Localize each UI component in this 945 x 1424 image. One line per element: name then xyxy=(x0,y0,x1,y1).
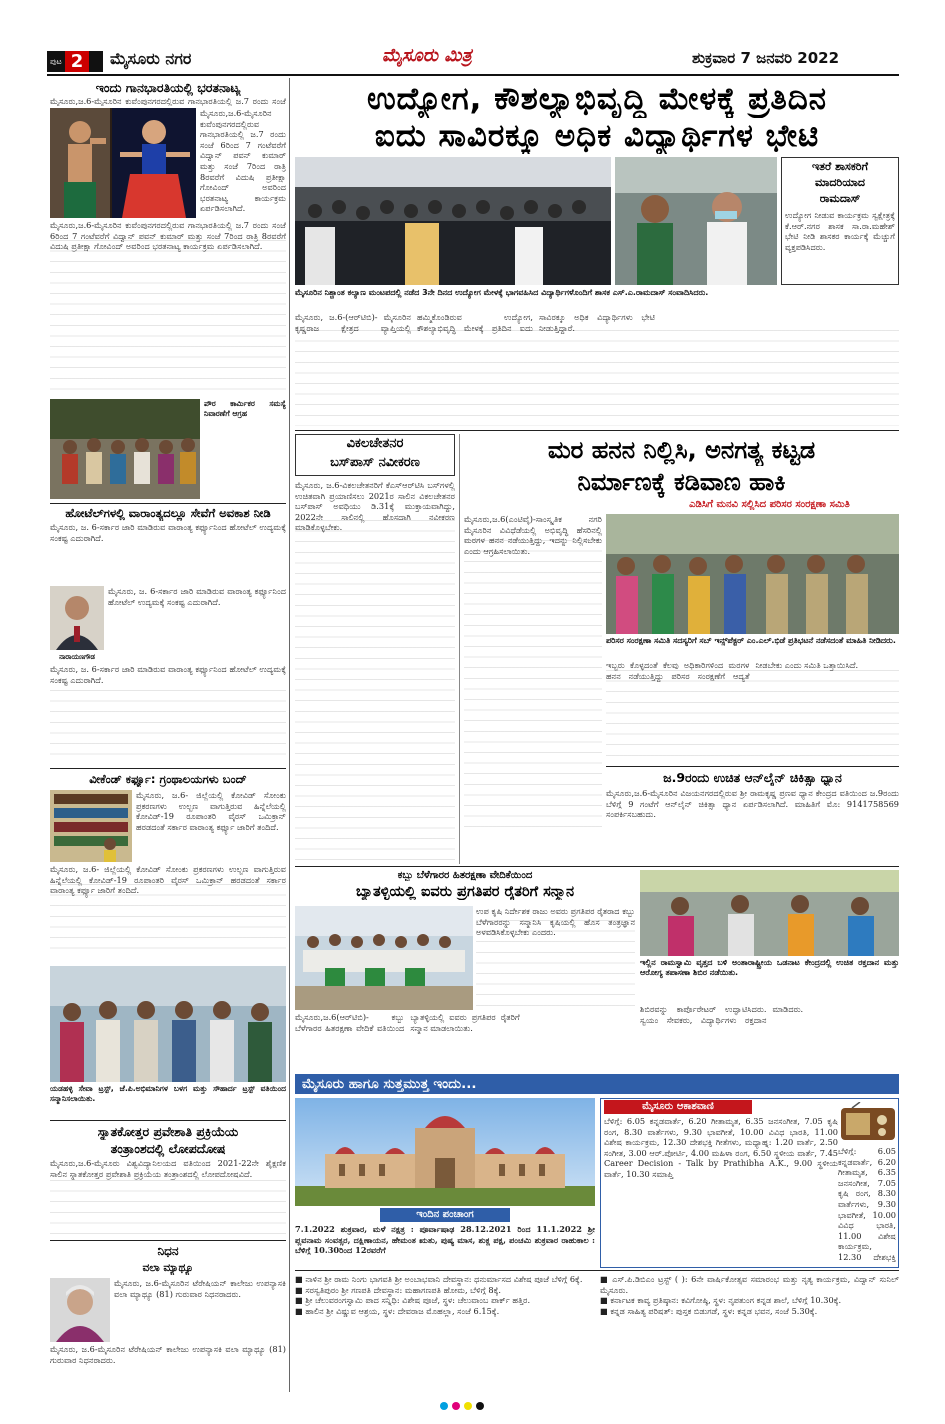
tree-subhead: ಎಡಿಸಿಗೆ ಮನವಿ ಸಲ್ಲಿಸಿದ ಪರಿಸರ ಸಂರಕ್ಷಣಾ ಸಮಿತಿ xyxy=(689,499,850,510)
column-divider xyxy=(459,434,460,864)
event-listing-item: ■ ಶ್ರೀ ಚೆಲುವರಂಗಸ್ವಾಮಿ ಪಾದ ಸನ್ನಿಧಿ: ವಿಶೇಷ ಪೂಜೆ, ಸ್ಥಳ: ಚೆಲುವಾಂಬ ಪಾರ್ಕ್ ಹತ್ತಿರ. xyxy=(295,1295,531,1306)
event-listings-right xyxy=(600,1274,899,1390)
hotel-body-right: ಮೈಸೂರು, ಜ. 6-ಸರ್ಕಾರ ಜಾರಿ ಮಾಡಿರುವ ವಾರಾಂತ್ಯ ಕರ್ಫ್ಯೂನಿಂದ ಹೋಟೆಲ್ ಉದ್ಯಮಕ್ಕೆ ಸಂಕಷ್ಟ ಎದುರಾಗಿದೆ. xyxy=(108,586,286,607)
panchanga-title: ಇಂದಿನ ಪಂಚಾಂಗ xyxy=(416,1209,474,1220)
tree-headline-2: ನಿರ್ಮಾಣಕ್ಕೆ ಕಡಿವಾಣ ಹಾಕಿ xyxy=(577,468,786,496)
workers-photo xyxy=(50,399,200,499)
blood-donation-photo xyxy=(640,870,899,956)
section-rule xyxy=(606,766,899,767)
text-lines xyxy=(464,540,602,830)
lead-body: ಮೈಸೂರು, ಜ.6-(ಆರ್‌ಟಿಬಿ)- ಮೈಸೂರಿನ ಕೃಷ್ಣರಾಜ ಕ್ಷೇತ್ರದ ವ್ಯಾಪ್ತಿಯಲ್ಲಿ ಹಮ್ಮಿಕೊಂಡಿರುವ ಉದ್ಯೋಗ, ಕೌಶಲ್ಯಾಭಿವೃದ್ಧಿ ಮೇಳಕ್ಕೆ ಪ್ರತಿದಿನ ಐದು ಸಾವಿರಕ್ಕೂ ಅಧಿಕ ವಿದ್ಯಾರ್ಥಿಗಳು ಭೇಟಿ ನೀಡುತ್ತಿದ್ದಾರೆ. xyxy=(295,312,655,333)
workers-caption: ಪೌರ ಕಾರ್ಮಿಕರ ಸಮಸ್ಯೆ ನಿವಾರಣೆಗೆ ಆಗ್ರಹ xyxy=(204,399,286,418)
farmers-kicker: ಕಬ್ಬು ಬೆಳೆಗಾರರ ಹಿತರಕ್ಷಣಾ ವೇದಿಕೆಯಿಂದ xyxy=(397,870,533,881)
hotel-portrait xyxy=(50,586,104,650)
bharatanatya-headline: ಇಂದು ಗಾನಭಾರತಿಯಲ್ಲಿ ಭರತನಾಟ್ಯ xyxy=(95,80,241,95)
page-label: ಪುಟ xyxy=(50,56,62,66)
obituary-body: ಮೈಸೂರು, ಜ.6-ಮೈಸೂರಿನ ಟೆರೇಷಿಯನ್ ಕಾಲೇಜು ಉಪನ್ಯಾಸಕಿ ವಲಾ ಮ್ಯಾಥ್ಯೂ (81) ಗುರುವಾರ ನಿಧನರಾದರು. xyxy=(114,1278,286,1299)
text-lines xyxy=(295,520,455,860)
page-number-box xyxy=(47,51,103,72)
obituary-headline: ನಿಧನ xyxy=(157,1244,179,1258)
lead-headline-1: ಉದ್ಯೋಗ, ಕೌಶಲ್ಯಾಭಿವೃದ್ಧಿ ಮೇಳಕ್ಕೆ ಪ್ರತಿದಿನ xyxy=(366,81,828,117)
hotel-portrait-caption: ನಾರಾಯಣಗೌಡ xyxy=(59,653,95,661)
radio-icon xyxy=(840,1102,896,1142)
obituary-name: ವಲಾ ಮ್ಯಾಥ್ಯೂ xyxy=(142,1262,194,1274)
farmers-body-right: ಉಪ ಕೃಷಿ ನಿರ್ದೇಶಕ ರಾಜು ಅವರು ಪ್ರಗತಿಪರ ರೈತರಾದ ಕಬ್ಬು ಬೆಳೆಗಾರರನ್ನು ಸನ್ಮಾನಿಸಿ ಕೃಷಿಯಲ್ಲಿ ಹೊಸ ತಂತ್ರಜ್ಞಾನ ಅಳವಡಿಸಿಕೊಳ್ಳಬೇಕು ಎಂದರು. xyxy=(476,906,635,938)
lead-photo-caption: ಮೈಸೂರಿನ ನಿಶ್ಚಾಂತ ಕಲ್ಯಾಣ ಮಂಟಪದಲ್ಲಿ ನಡೆದ 3ನೇ ದಿನದ ಉದ್ಯೋಗ ಮೇಳಕ್ಕೆ ಭಾಗವಹಿಸಿದ ವಿದ್ಯಾರ್ಥಿಗಳೊಂದಿಗೆ ಶಾಸಕ ಎಸ್.ಎ.ರಾಮದಾಸ್ ಸಂವಾದಿಸಿದರು. xyxy=(295,288,709,297)
header-rule xyxy=(47,74,899,76)
today-band-title: ಮೈಸೂರು ಹಾಗೂ ಸುತ್ತಮುತ್ತ ಇಂದು... xyxy=(302,1076,477,1092)
text-lines xyxy=(50,240,286,390)
weekend-body: ಮೈಸೂರು, ಜ.6- ಜಿಲ್ಲೆಯಲ್ಲಿ ಕೋವಿಡ್ ಸೋಂಕು ಪ್ರಕರಣಗಳು ಉಲ್ಬಣ ವಾಗುತ್ತಿರುವ ಹಿನ್ನೆಲೆಯಲ್ಲಿ ಕೋವಿಡ್-19 ರೂಪಾಂತರಿ ವೈರಸ್ ಒಮಿಕ್ರಾನ್ ಹರಡದಂತೆ ಸರ್ಕಾರ ವಾರಾಂತ್ಯ ಕರ್ಫ್ಯೂ ಜಾರಿಗೆ ತಂದಿದೆ. xyxy=(136,790,286,832)
group-caption: ಯಡಹಳ್ಳಿ ಸೇವಾ ಟ್ರಸ್ಟ್, ಜೆ.ಪಿ.ಅಭಿಮಾನಿಗಳ ಬಳಗ ಮತ್ತು ಸೌಹಾರ್ದ ಟ್ರಸ್ಟ್ ವತಿಯಿಂದ ಸನ್ಮಾನಿಸಲಾಯಿತು. xyxy=(50,1084,286,1103)
page-number: 2 xyxy=(65,51,90,72)
obituary-body-continued: ಮೈಸೂರು, ಜ.6-ಮೈಸೂರಿನ ಟೆರೇಷಿಯನ್ ಕಾಲೇಜು ಉಪನ್ಯಾಸಕಿ ವಲಾ ಮ್ಯಾಥ್ಯೂ (81) ಗುರುವಾರ ನಿಧನರಾದರು. xyxy=(50,1344,286,1365)
section-rule xyxy=(50,768,286,769)
section-rule xyxy=(50,1120,286,1121)
protest-photo-caption: ಪರಿಸರ ಸಂರಕ್ಷಣಾ ಸಮಿತಿ ಸದಸ್ಯರಿಗೆ ಸಬ್ ಇನ್ಸ್‌ಪೆಕ್ಟರ್ ಎಂ.ಎಲ್.ಭಿಡೆ ಪ್ರತಿಭಟನೆ ನಡೆಸದಂತೆ ಮಾಹಿತಿ ನೀಡಿದರು. xyxy=(606,636,896,645)
tree-headline-1: ಮರ ಹನನ ನಿಲ್ಲಿಸಿ, ಅನಗತ್ಯ ಕಟ್ಟಡ xyxy=(547,436,816,464)
tree-body: ಮೈಸೂರು,ಜ.6(ಎಂಟಿವೈ)-ಸಾಂಸ್ಕೃತಿಕ ನಗರಿ ಮೈಸೂರಿನ ವಿವಿಧೆಡೆಯಲ್ಲಿ ಅಭಿವೃದ್ಧಿ ಹೆಸರಿನಲ್ಲಿ ಮರಗಳ ಹನನ ನಡೆಯುತ್ತಿದ್ದು, ಇದನ್ನು ನಿಲ್ಲಿಸಬೇಕು ಎಂದು ಆಗ್ರಹಿಸಲಾಯಿತು. xyxy=(464,514,602,556)
buspass-headline-1: ವಿಕಲಚೇತನರ xyxy=(346,436,404,451)
text-lines xyxy=(50,1180,286,1234)
blood-donation-body: ಶಿಬಿರವನ್ನು ಕಾರ್ಪೊರೇಟರ್ ಉದ್ಘಾಟಿಸಿದರು. ಸ್ವಯಂ ಸೇವಕರು, ವಿದ್ಯಾರ್ಥಿಗಳು ರಕ್ತದಾನ ಮಾಡಿದರು. xyxy=(640,1004,804,1025)
section-rule xyxy=(295,1270,899,1271)
text-lines xyxy=(606,670,899,760)
section-title: ಮೈಸೂರು ನಗರ xyxy=(110,49,192,68)
protest-photo xyxy=(606,514,899,634)
hotel-headline: ಹೋಟೆಲ್‌ಗಳಲ್ಲಿ ವಾರಾಂತ್ಯದಲ್ಲೂ ಸೇವೆಗೆ ಅವಕಾಶ ನೀಡಿ xyxy=(65,506,271,520)
panchanga-body: 7.1.2022 ಶುಕ್ರವಾರ, ಮಳೆ ನಕ್ಷತ್ರ : ಪೂರ್ವಾಷಾಢ 28.12.2021 ರಿಂದ 11.1.2022 ಶ್ರೀ ಪ್ಲವನಾಮ ಸಂವತ್ಸರ, ದಕ್ಷಿಣಾಯನ, ಹೇಮಂತ ಋತು, ಪುಷ್ಯ ಮಾಸ, ಶುಕ್ಲ ಪಕ್ಷ, ಪಂಚಮಿ ಶುಕ್ರವಾರ ರಾಹುಕಾಲ : ಬೆಳಿಗ್ಗೆ 10.30ರಿಂದ 12ರವರೆಗೆ xyxy=(295,1224,595,1256)
event-listings xyxy=(295,1274,595,1390)
farmers-body: ಮೈಸೂರು,ಜ.6(ಆರ್‌ಟಿಬಿ)- ಕಬ್ಬು ಬೆಳೆಗಾರರ ಹಿತರಕ್ಷಣಾ ವೇದಿಕೆ ವತಿಯಿಂದ ಬ್ಯಾತಳ್ಳಿಯಲ್ಲಿ ಐವರು ಪ್ರಗತಿಪರ ರೈತರಿಗೆ ಸನ್ಮಾನ ಮಾಡಲಾಯಿತು. xyxy=(295,1012,520,1033)
library-photo xyxy=(50,790,132,862)
radio-schedule-right: ಬೆಳಿಗ್ಗೆ: 6.05 ಕನ್ನಡವಾರ್ತೆ, 6.20 ಗೀತಾಮೃತ, 6.35 ಜನಸಂಗೀತ, 7.05 ಕೃಷಿ ರಂಗ, 8.30 ವಾರ್ತೆಗಳು, 9.30 ಭಾವಗೀತೆ, 10.00 ವಿವಿಧ ಭಾರತಿ, 11.00 ವಿಶೇಷ ಕಾರ್ಯಕ್ರಮ, 12.30 ದೇಶಭಕ್ತಿ xyxy=(838,1146,896,1262)
sidebar-body: ಉದ್ಯೋಗ ನೀಡುವ ಕಾರ್ಯಕ್ರಮ ಸ್ವಕ್ಷೇತ್ರಕ್ಕೆ ಕೆ.ಆರ್.ನಗರ ಶಾಸಕ ಸಾ.ರಾ.ಮಹೇಶ್ ಭೇಟಿ ನೀಡಿ ಶಾಸಕರ ಕಾರ್ಯಕ್ಕೆ ಮೆಚ್ಚುಗೆ ವ್ಯಕ್ತಪಡಿಸಿದರು. xyxy=(785,210,895,252)
issue-date: ಶುಕ್ರವಾರ 7 ಜನವರಿ 2022 xyxy=(692,49,840,67)
dancer-photos xyxy=(50,108,196,218)
bharatanatya-body-continued: ಮೈಸೂರು,ಜ.6-ಮೈಸೂರಿನ ಕುವೆಂಪುನಗರದಲ್ಲಿರುವ ಗಾನಭಾರತಿಯಲ್ಲಿ ಜ.7 ರಂದು ಸಂಜೆ 6ರಿಂದ 7 ಗಂಟೆವರೆಗೆ ವಿದ್ವಾನ್ ಪವನ್ ಕುಮಾರ್ ಮತ್ತು ಸಂಜೆ 7ರಿಂದ ರಾತ್ರಿ 8ರವರೆಗೆ ವಿದುಷಿ ಪ್ರತೀಕ್ಷಾ ಗೋವಿಂದ್ ಅವರಿಂದ ಭರತನಾಟ್ಯ ಕಾರ್ಯಕ್ರಮ ಏರ್ಪಡಿಸಲಾಗಿದೆ. xyxy=(50,220,286,252)
mysore-palace-photo xyxy=(295,1098,595,1206)
exam-headline-1: ಸ್ನಾತಕೋತ್ತರ ಪ್ರವೇಶಾತಿ ಪ್ರಕ್ರಿಯೆಯ xyxy=(97,1124,239,1139)
buspass-body: ಮೈಸೂರು, ಜ.6-ವಿಕಲಚೇತನರಿಗೆ ಕೆಎಸ್‌ಆರ್‌ಟಿಸಿ ಬಸ್‌ಗಳಲ್ಲಿ ಉಚಿತವಾಗಿ ಪ್ರಯಾಣಿಸಲು 2021ರ ಸಾಲಿನ ವಿಕಲಚೇತನರ ಬಸ್‌ಪಾಸ್ ಅವಧಿಯು ಡಿ.31ಕ್ಕೆ ಮುಕ್ತಾಯವಾಗಿದ್ದು, 2022ನೇ ಸಾಲಿನಲ್ಲಿ ಹೊಸದಾಗಿ ನವೀಕರಣ ಮಾಡಿಕೊಳ್ಳಬೇಕು. xyxy=(295,480,455,533)
sidebar-headline-3: ರಾಮದಾಸ್ xyxy=(819,192,861,205)
hotel-body-continued: ಮೈಸೂರು, ಜ. 6-ಸರ್ಕಾರ ಜಾರಿ ಮಾಡಿರುವ ವಾರಾಂತ್ಯ ಕರ್ಫ್ಯೂನಿಂದ ಹೋಟೆಲ್ ಉದ್ಯಮಕ್ಕೆ ಸಂಕಷ್ಟ ಎದುರಾಗಿದೆ. xyxy=(50,664,286,685)
text-lines xyxy=(476,920,635,1008)
hotel-body: ಮೈಸೂರು, ಜ. 6-ಸರ್ಕಾರ ಜಾರಿ ಮಾಡಿರುವ ವಾರಾಂತ್ಯ ಕರ್ಫ್ಯೂನಿಂದ ಹೋಟೆಲ್ ಉದ್ಯಮಕ್ಕೆ ಸಂಕಷ್ಟ ಎದುರಾಗಿದೆ. xyxy=(50,522,286,543)
mla-visit-photo xyxy=(615,157,777,285)
text-lines xyxy=(50,884,286,956)
masthead-logo: ಮೈಸೂರು ಮಿತ್ರ xyxy=(382,45,472,66)
job-fair-crowd-photo xyxy=(295,157,611,285)
farmers-headline: ಬ್ಯಾತಳ್ಳಿಯಲ್ಲಿ ಐವರು ಪ್ರಗತಿಪರ ರೈತರಿಗೆ ಸನ್ಮಾನ xyxy=(355,884,575,900)
exam-body: ಮೈಸೂರು,ಜ.6-ಮೈಸೂರು ವಿಶ್ವವಿದ್ಯಾನಿಲಯದ ವತಿಯಿಂದ 2021-22ನೇ ಶೈಕ್ಷಣಿಕ ಸಾಲಿನ ಸ್ನಾತಕೋತ್ತರ ಪ್ರವೇಶಾತಿ ಪ್ರಕ್ರಿಯೆಯ ತಂತ್ರಾಂಶದಲ್ಲಿ ಲೋಪದೋಷವಿದೆ. xyxy=(50,1158,286,1179)
health-headline: ಜ.9ರಂದು ಉಚಿತ ಆನ್‌ಲೈನ್ ಚಿಕಿತ್ಸಾ ಧ್ಯಾನ xyxy=(663,770,842,785)
buspass-headline-2: ಬಸ್‌ಪಾಸ್ ನವೀಕರಣ xyxy=(330,455,420,470)
column-divider xyxy=(289,78,290,1392)
sidebar-headline-2: ಮಾದರಿಯಾದ xyxy=(814,176,866,189)
text-lines xyxy=(295,330,899,426)
event-listing-item: ■ ಎಸ್.ಪಿ.ಡಿಬಿಎಂ ಟ್ರಸ್ಟ್ ( ): 6ನೇ ವಾರ್ಷಿಕೋತ್ಸವ ಸಮಾರಂಭ ಮತ್ತು ನೃತ್ಯ ಕಾರ್ಯಕ್ರಮ, ವಿದ್ವಾನ್ ಸುನಿಲ್ ಮೈಸೂರು. xyxy=(600,1274,899,1295)
section-rule xyxy=(295,430,899,431)
text-lines xyxy=(50,690,286,760)
farmers-photo xyxy=(295,906,473,1010)
section-rule xyxy=(295,866,899,867)
obituary-portrait xyxy=(50,1278,110,1342)
bharatanatya-body: ಮೈಸೂರು,ಜ.6-ಮೈಸೂರಿನ ಕುವೆಂಪುನಗರದಲ್ಲಿರುವ ಗಾನಭಾರತಿಯಲ್ಲಿ ಜ.7 ರಂದು ಸಂಜೆ 6ರಿಂದ 7 ಗಂಟೆವರೆಗೆ ವಿದ್ವಾನ್ ಪವನ್ ಕುಮಾರ್ ಮತ್ತು ಸಂಜೆ 7ರಿಂದ ರಾತ್ರಿ 8ರವರೆಗೆ ವಿದುಷಿ ಪ್ರತೀಕ್ಷಾ ಗೋವಿಂದ್ ಅವರಿಂದ ಭರತನಾಟ್ಯ ಕಾರ್ಯಕ್ರಮ ಏರ್ಪಡಿಸಲಾಗಿದೆ. xyxy=(200,108,286,214)
event-listing-item: ■ ಸರಸ್ವತಿಪುರಂ ಶ್ರೀ ಗಣಪತಿ ದೇವಸ್ಥಾನ: ಮಹಾಗಣಪತಿ ಹೋಮ, ಬೆಳಿಗ್ಗೆ 8ಕ್ಕೆ. xyxy=(295,1284,501,1295)
health-body: ಮೈಸೂರು,ಜ.6-ಮೈಸೂರಿನ ವಿಜಯನಗರದಲ್ಲಿರುವ ಶ್ರೀ ರಾಮಕೃಷ್ಣ ಪ್ರಣವ ಧ್ಯಾನ ಕೇಂದ್ರದ ವತಿಯಿಂದ ಜ.9ರಂದು ಬೆಳಿಗ್ಗೆ 9 ಗಂಟೆಗೆ ಆನ್‌ಲೈನ್ ಚಿಕಿತ್ಸಾ ಧ್ಯಾನ ಏರ್ಪಡಿಸಲಾಗಿದೆ. ಮಾಹಿತಿಗೆ ಮೊ: 9141758569 ಸಂಪರ್ಕಿಸಬಹುದು. xyxy=(606,788,899,820)
sidebar-headline-1: ಇತರೆ ಶಾಸಕರಿಗೆ xyxy=(812,160,868,173)
radio-schedule: ಬೆಳಿಗ್ಗೆ: 6.05 ಕನ್ನಡವಾರ್ತೆ, 6.20 ಗೀತಾಮೃತ, 6.35 ಜನಸಂಗೀತ, 7.05 ಕೃಷಿ ರಂಗ, 8.30 ವಾರ್ತೆಗಳು, 9.30 ಭಾವಗೀತೆ, 10.00 ವಿವಿಧ ಭಾರತಿ, 11.00 ವಿಶೇಷ ಕಾರ್ಯಕ್ರಮ, 12.30 ದೇಶಭಕ್ತಿ ಗೀತೆಗಳು, ಮಧ್ಯಾಹ್ನ: 1.20 ವಾರ್ತೆ, 2.50 ಸಂಗೀತ, 3.00 ಆರ್.ಪೋರ್ಟಿ, 4.00 ಮಹಿಳಾ ರಂಗ, 6.50 ಸ್ಥಳೀಯ ವಾರ್ತೆ, 7.45 Career Decision - Talk by Prathibha A.K., 9.00 ಸ್ಥಳೀಯ ವಾರ್ತೆ, 10.30 ಸಮಾಪ್ತಿ xyxy=(604,1116,838,1179)
radio-title: ಮೈಸೂರು ಆಕಾಶವಾಣಿ xyxy=(642,1101,714,1112)
event-listing-item: ■ ಕರ್ನಾಟಕ ಕಾವ್ಯ ಪ್ರತಿಷ್ಠಾನ: ಕವಿಗೋಷ್ಠಿ, ಸ್ಥಳ: ನೃಪತುಂಗ ಕನ್ನಡ ಶಾಲೆ, ಬೆಳಿಗ್ಗೆ 10.30ಕ್ಕೆ. xyxy=(600,1295,842,1306)
weekend-headline: ವೀಕೆಂಡ್ ಕರ್ಫ್ಯೂ: ಗ್ರಂಥಾಲಯಗಳು ಬಂದ್ xyxy=(89,772,247,786)
tree-body-continued: ಇಬ್ಬರು ಕೊಳ್ಳದಂತೆ ಕೆಲವು ಅಧಿಕಾರಿಗಳಿಂದ ಮರಗಳ ಹನನ ನಡೆಯುತ್ತಿದ್ದು ಪರಿಸರ ಸಂರಕ್ಷಣೆಗೆ ಆದ್ಯತೆ ನೀಡಬೇಕು ಎಂದು ಸಮಿತಿ ಒತ್ತಾಯಿಸಿದೆ. xyxy=(606,660,859,681)
section-rule xyxy=(50,503,286,504)
print-registration-marks xyxy=(440,1402,504,1410)
weekend-body-continued: ಮೈಸೂರು, ಜ.6- ಜಿಲ್ಲೆಯಲ್ಲಿ ಕೋವಿಡ್ ಸೋಂಕು ಪ್ರಕರಣಗಳು ಉಲ್ಬಣ ವಾಗುತ್ತಿರುವ ಹಿನ್ನೆಲೆಯಲ್ಲಿ ಕೋವಿಡ್-19 ರೂಪಾಂತರಿ ವೈರಸ್ ಒಮಿಕ್ರಾನ್ ಹರಡದಂತೆ ಸರ್ಕಾರ ವಾರಾಂತ್ಯ ಕರ್ಫ್ಯೂ ಜಾರಿಗೆ ತಂದಿದೆ. xyxy=(50,864,286,896)
event-listing-item: ■ ಹಾಲಿನ ಶ್ರೀ ವಿಷ್ಣುವ ಆಶ್ರಯ, ಸ್ಥಳ: ದೇವರಾಜ ಮೊಹಲ್ಲಾ, ಸಂಜೆ 6.15ಕ್ಕೆ. xyxy=(295,1305,500,1316)
exam-headline-2: ತಂತ್ರಾಂಶದಲ್ಲಿ ಲೋಪದೋಷ xyxy=(110,1141,226,1156)
event-listing-item: ■ ನಾಳಿನ ಶ್ರೀ ರಾಮ ನಿಂಗು ಭಾಗವತಿ ಶ್ರೀ ಅಂಬಾಭವಾನಿ ದೇವಸ್ಥಾನ: ಧನುರ್ಮಾಸದ ವಿಶೇಷ ಪೂಜೆ ಬೆಳಿಗ್ಗೆ 6ಕ್ಕೆ. xyxy=(295,1274,583,1284)
section-rule xyxy=(50,1240,286,1241)
event-listing-item: ■ ಕನ್ನಡ ಸಾಹಿತ್ಯ ಪರಿಷತ್: ಪುಸ್ತಕ ಬಿಡುಗಡೆ, ಸ್ಥಳ: ಕನ್ನಡ ಭವನ, ಸಂಜೆ 5.30ಕ್ಕೆ. xyxy=(600,1305,818,1316)
group-photo xyxy=(50,966,286,1082)
bharatanatya-dateline: ಮೈಸೂರು,ಜ.6-ಮೈಸೂರಿನ ಕುವೆಂಪುನಗರದಲ್ಲಿರುವ ಗಾನಭಾರತಿಯಲ್ಲಿ ಜ.7 ರಂದು ಸಂಜೆ xyxy=(50,96,286,106)
lead-headline-2: ಐದು ಸಾವಿರಕ್ಕೂ ಅಧಿಕ ವಿದ್ಯಾರ್ಥಿಗಳ ಭೇಟಿ xyxy=(374,118,820,154)
blood-donation-caption: ಇಲ್ಲಿನ ರಾಮಸ್ವಾಮಿ ವೃತ್ತದ ಬಳಿ ಅಂತಾರಾಷ್ಟ್ರೀಯ ಒಡನಾಟ ಕೇಂದ್ರದಲ್ಲಿ ಉಚಿತ ರಕ್ತದಾನ ಮತ್ತು ಆರೋಗ್ಯ ತಪಾಸಣಾ ಶಿಬಿರ ನಡೆಯಿತು. xyxy=(640,958,899,977)
